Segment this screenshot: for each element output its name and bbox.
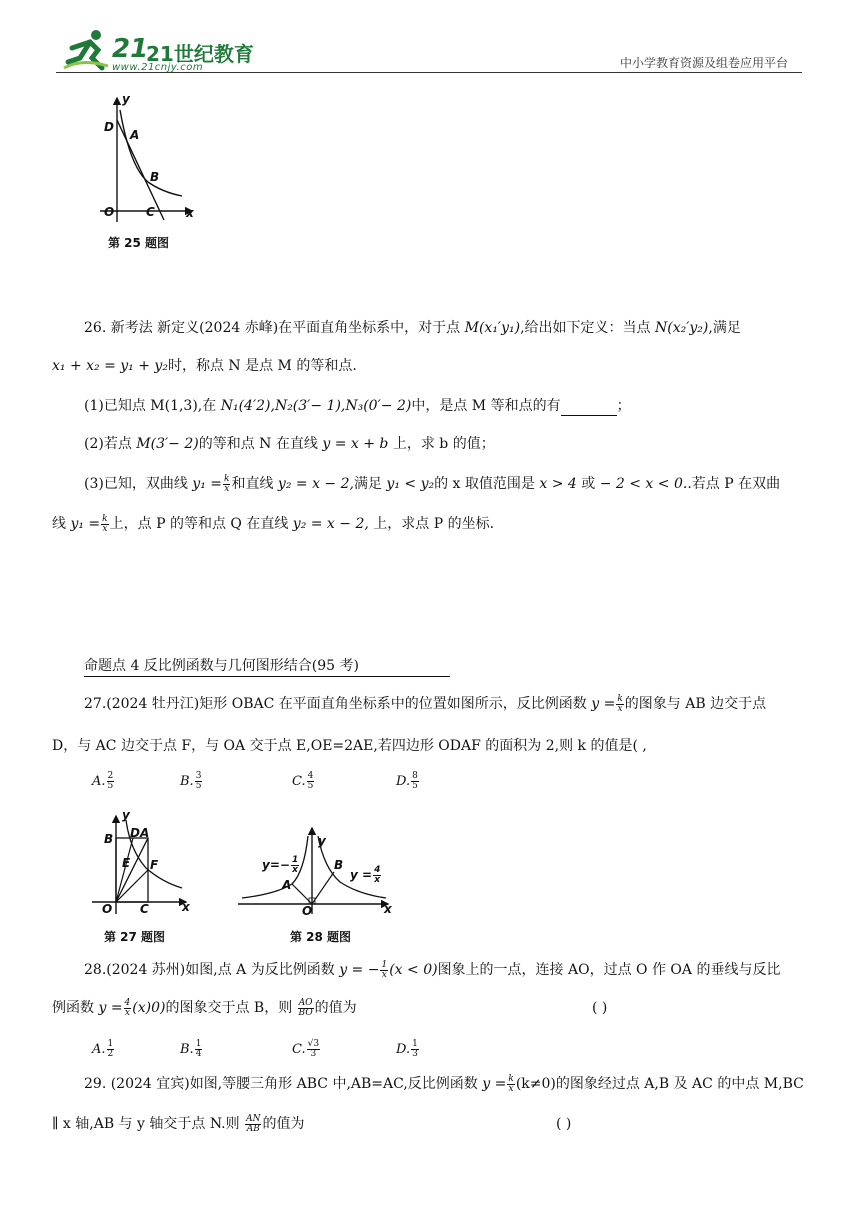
q27-option-c[interactable]: C. $\frac{4}{5}$ — [292, 771, 314, 791]
q26-part3 — [84, 474, 780, 494]
header-divider — [56, 72, 802, 73]
fig27-label-y: y — [122, 808, 130, 822]
q29-yeq: y = — [482, 1076, 507, 1092]
fig28-caption: 第 28 题图 — [290, 930, 352, 944]
q29-line1 — [84, 1074, 804, 1094]
q29-c: ∥ x 轴,AB 与 y 轴交于点 N.则 — [52, 1116, 240, 1132]
q28-frac2: $\frac{4}{x}$ — [124, 997, 131, 1018]
logo-text: 21世纪教育 — [146, 42, 254, 66]
q26-p3-r1: x > 4 — [539, 476, 577, 492]
q26-line4 — [52, 514, 494, 534]
q27-line2: D，与 AC 边交于点 F，与 OA 交于点 E,OE=2AE,若四边形 ODAF 的面积为 2,则 k 的值是( , — [52, 738, 647, 754]
q28-e: 的值为 — [314, 1000, 357, 1016]
q26-p1-text: (1)已知点 M(1,3),在 — [84, 398, 217, 414]
q26-part2 — [84, 434, 495, 454]
q28-option-b[interactable]: B. $\frac{1}{4}$ — [180, 1039, 202, 1059]
header-platform-text: 中小学教育资源及组卷应用平台 — [620, 56, 789, 70]
q26-definition: 时，称点 N 是点 M 的等和点. — [167, 358, 357, 374]
fig27-caption: 第 27 题图 — [104, 930, 166, 944]
q26-p3-b: 和直线 — [231, 476, 274, 492]
q26-mid: ,给出如下定义：当点 — [520, 320, 651, 336]
q26-p2-b: 的等和点 N 在直线 — [198, 436, 318, 452]
q26-p3-y2: y₂ = x − 2, — [277, 476, 354, 492]
q28-frac: $\frac{1}{x}$ — [381, 959, 388, 980]
fig28-label-B: B — [334, 858, 344, 872]
q26-p1-points: N₁(4′2),N₂(3′− 1),N₃(0′− 2) — [220, 398, 412, 414]
q26-answer-blank[interactable] — [561, 401, 617, 416]
fig25-label-A: A — [130, 128, 140, 142]
q26-p3-a: (3)已知，双曲线 — [84, 476, 188, 492]
q26-p3-c: 满足 — [353, 476, 382, 492]
q28-yeq: y = − — [339, 962, 380, 978]
fig27-label-C: C — [140, 902, 149, 916]
fig25-label-C: C — [146, 205, 155, 219]
q27-line1 — [84, 694, 766, 714]
q26-p3-f: .若点 P 在双曲 — [687, 476, 781, 492]
q26-condition: x₁ + x₂ = y₁ + y₂ — [52, 358, 168, 374]
q29-b: (k≠0)的图象经过点 A,B 及 AC 的中点 M,BC — [515, 1076, 804, 1092]
fig28-label-A: A — [282, 878, 292, 892]
q27-option-d[interactable]: D. $\frac{8}{5}$ — [396, 771, 418, 791]
q29-ratio: $\frac{AN}{AB}$ — [246, 1113, 261, 1134]
q27-a: 27.(2024 牡丹江)矩形 OBAC 在平面直角坐标系中的位置如图所示，反比例函数 — [84, 696, 587, 712]
q26-part1 — [84, 396, 631, 416]
q29-frac: $\frac{k}{x}$ — [508, 1073, 514, 1094]
fig28-label-y: y — [318, 834, 326, 848]
logo-number: 21 — [112, 34, 149, 64]
q26-p2-c: 上，求 b 的值； — [392, 436, 495, 452]
q29-a: 29. (2024 宜宾)如图,等腰三角形 ABC 中,AB=AC,反比例函数 — [84, 1076, 478, 1092]
q26-p3-ineq: y₁ < y₂ — [386, 476, 435, 492]
fig27-label-x: x — [182, 900, 190, 914]
q28-cond2: (x)0) — [132, 1000, 166, 1016]
q26-p4-y2: y₂ = x − 2, — [292, 516, 369, 532]
q28-b: 图象上的一点，连接 AO，过点 O 作 OA 的垂线与反比 — [437, 962, 781, 978]
q26-p3-e: 或 — [581, 476, 596, 492]
diagonal-oa — [116, 838, 148, 902]
fig27-label-F: F — [150, 858, 159, 872]
q26-p4-c: 上，求点 P 的坐标. — [373, 516, 495, 532]
q27-yeq: y = — [591, 696, 616, 712]
q28-cond: (x < 0) — [389, 962, 438, 978]
q26-line1 — [84, 318, 741, 338]
q27-frac-k-x: $\frac{k}{x}$ — [617, 693, 623, 714]
logo-url: www.21cnjy.com — [112, 62, 204, 73]
fig27-label-O: O — [102, 902, 113, 916]
q26-p3-y1: y₁ = — [192, 476, 222, 492]
q26-end: ,满足 — [708, 320, 741, 336]
fig25-label-x: x — [186, 206, 194, 220]
fig28-right-eq: y = $\frac{4}{x}$ — [350, 865, 381, 885]
q26-frac-k-x-2: $\frac{k}{x}$ — [102, 513, 108, 534]
runner-logo-icon — [62, 28, 110, 72]
q26-p2-a: (2)若点 — [84, 436, 132, 452]
fig25-label-D: D — [104, 120, 114, 134]
q28-option-c[interactable]: C. $\frac{√3}{3}$ — [292, 1039, 320, 1059]
q28-line1 — [84, 960, 780, 980]
q26-frac-k-x: $\frac{k}{x}$ — [224, 473, 230, 494]
segment-od — [116, 838, 133, 902]
fig25-label-y: y — [122, 92, 130, 106]
q26-line2 — [52, 356, 357, 376]
q28-d: 的图象交于点 B，则 — [165, 1000, 293, 1016]
q26-p3-d: 的 x 取值范围是 — [434, 476, 535, 492]
q26-point-M: M(x₁′y₁) — [464, 320, 521, 336]
q26-point-N: N(x₂′y₂) — [655, 320, 709, 336]
fig25-label-O: O — [104, 205, 115, 219]
q28-c: 例函数 — [52, 1000, 94, 1016]
q28-answer-paren[interactable]: ( ) — [592, 1000, 608, 1016]
q26-p2-line: y = x + b — [322, 436, 389, 452]
fig28-left-eq: y=− $\frac{1}{x}$ — [262, 855, 299, 875]
q26-p1-end: 中，是点 M 等和点的有 — [411, 398, 561, 414]
fig27-label-DA: DA — [130, 826, 150, 840]
q26-p4-y1: y₁ = — [70, 516, 101, 532]
section-title: 命题点 4 反比例函数与几何图形结合(95 考) — [84, 658, 359, 674]
q29-answer-paren[interactable]: ( ) — [556, 1116, 572, 1132]
q26-prefix: 26. 新考法 新定义(2024 赤峰)在平面直角坐标系中，对于点 — [84, 320, 461, 336]
q27-b: 的图象与 AB 边交于点 — [624, 696, 767, 712]
q29-line2 — [52, 1114, 304, 1134]
fig27-label-E: E — [122, 856, 131, 870]
q26-p2-point: M(3′− 2) — [136, 436, 199, 452]
q28-ratio: $\frac{AO}{BO}$ — [298, 997, 313, 1018]
fig27-label-B: B — [104, 832, 114, 846]
fig25-label-B: B — [150, 170, 160, 184]
q26-p4-b: 上，点 P 的等和点 Q 在直线 — [109, 516, 289, 532]
q27-option-a[interactable]: A. $\frac{2}{5}$ — [92, 771, 114, 791]
q28-y2: y = — [98, 1000, 123, 1016]
q28-line2 — [52, 998, 357, 1018]
q28-a: 28.(2024 苏州)如图,点 A 为反比例函数 — [84, 962, 335, 978]
q29-d: 的值为 — [262, 1116, 305, 1132]
section-underline — [84, 676, 450, 677]
fig25-caption: 第 25 题图 — [108, 236, 170, 250]
fig28-label-O: O — [302, 904, 313, 918]
q28-option-a[interactable]: A. $\frac{1}{2}$ — [92, 1039, 114, 1059]
q27-option-b[interactable]: B. $\frac{3}{5}$ — [180, 771, 202, 791]
q26-p1-tail: ； — [616, 398, 631, 414]
q26-p3-r2: − 2 < x < 0. — [599, 476, 688, 492]
q26-p4-a: 线 — [52, 516, 66, 532]
q28-option-d[interactable]: D. $\frac{1}{3}$ — [396, 1039, 418, 1059]
fig28-label-x: x — [384, 902, 392, 916]
